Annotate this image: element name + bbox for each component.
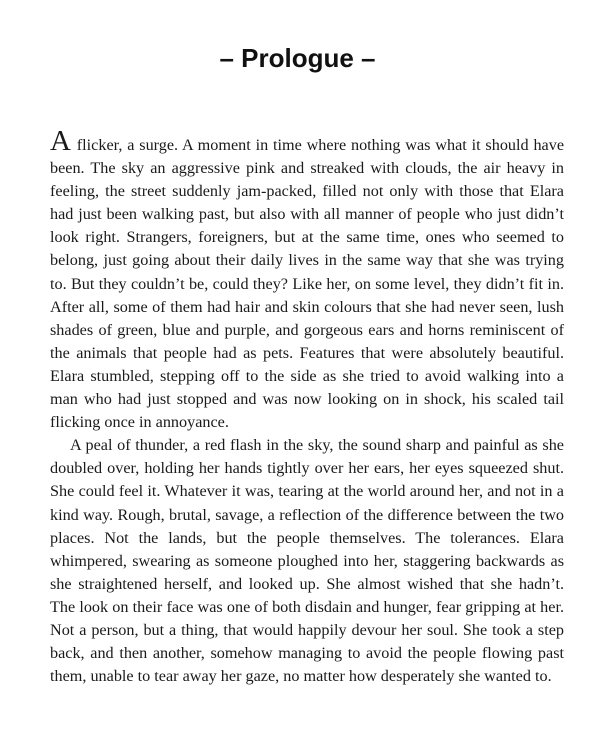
chapter-title: – Prologue – — [219, 43, 376, 74]
paragraph-2-text: A peal of thunder, a red flash in the sky, the sound sharp and painful as she doubled over, holding her hands tightly over her ears, her eyes squeezed shut. She could feel it. Whatever it was, tearing at the world around her, and not in a kind way. Rough, brutal, savage, a reflection of the difference between the two places. Not the lands, but the people themselves. The tolerances. Elara whimpered, swearing as someone ploughed into her, staggering backwards as she straightened herself, and looked up. She almost wished that she hadn’t. The look on their face was one of both disdain and hunger, fear gripping at her. Not a person, but a thing, that would happily devour her soul. She took a step back, and then another, somehow managing to avoid the people flowing past them, unable to tear away her gaze, no matter how desperately she wanted to. — [50, 436, 564, 686]
paragraph-2 — [50, 434, 564, 688]
drop-cap: A — [50, 125, 71, 157]
paragraph-1-text: flicker, a surge. A moment in time where nothing was what it should have been. The sky an aggressive pink and streaked with clouds, the air heavy in feeling, the street suddenly jam-packed, filled not only with those that Elara had just been walking past, but also with all manner of people who just didn’t look right. Strangers, foreigners, but at the same time, ones who seemed to belong, just going about their daily lives in the same way that she was trying to. But they couldn’t be, could they? Like her, on some level, they didn’t fit in. After all, some of them had hair and skin colours that she had never seen, lush shades of green, blue and purple, and gorgeous ears and horns reminiscent of the animals that people had as pets. Features that were absolutely beautiful. Elara stumbled, stepping off to the side as she tried to avoid walking into a man who had just stopped and was now looking on in shock, his scaled tail flicking once in annoyance. — [50, 136, 564, 432]
paragraph-1 — [50, 125, 564, 434]
prose-body — [50, 125, 564, 688]
